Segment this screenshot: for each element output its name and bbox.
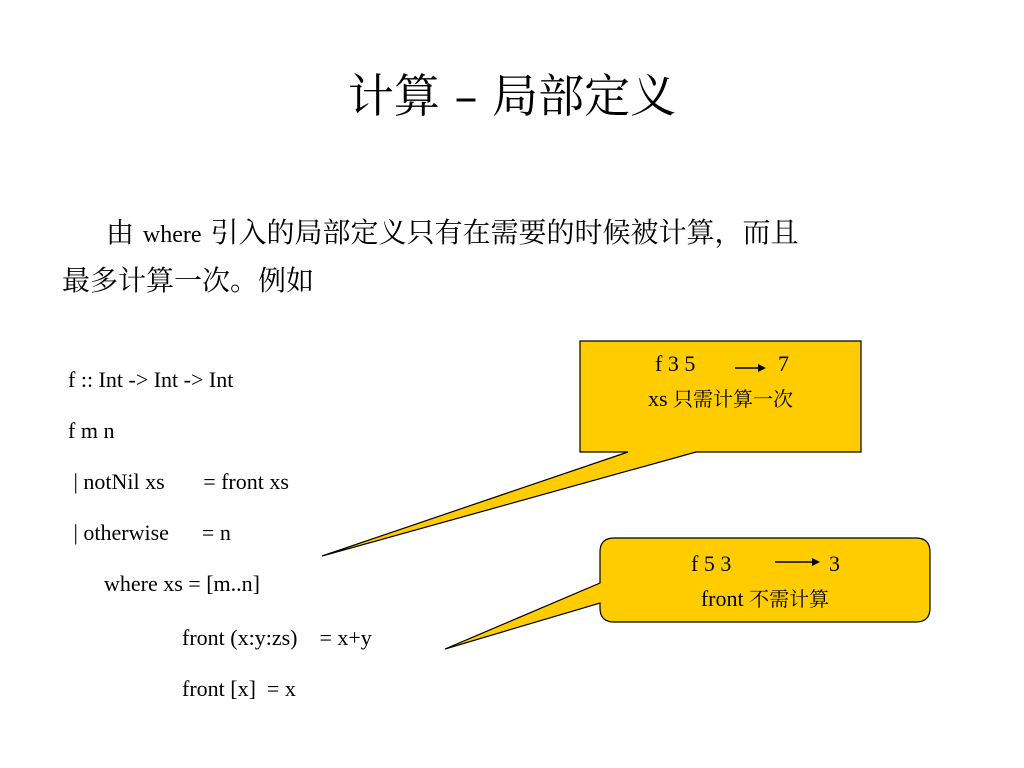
code-line-2: f m n: [68, 418, 115, 443]
callout-1-note-prefix: xs: [647, 386, 668, 411]
slide-title: 计算 – 局部定义: [347, 69, 677, 123]
code-line-6: front (x:y:zs) = x+y: [182, 625, 372, 650]
code-line-5: where xs = [m..n]: [104, 571, 260, 596]
callout-1-expr: f 3 5: [655, 351, 696, 376]
code-line-7: front [x] = x: [182, 676, 296, 701]
callout-2-note-text: 不需计算: [749, 587, 830, 611]
callout-2-note-prefix: front: [700, 586, 744, 611]
callout-1-result: 7: [778, 351, 789, 376]
callout-1-note-text: 只需计算一次: [673, 387, 794, 411]
callout-2-result: 3: [829, 551, 840, 576]
code-line-3: | notNil xs = front xs: [68, 469, 289, 494]
code-line-1: f :: Int -> Int -> Int: [68, 367, 234, 392]
intro-text-3: 最多计算一次。例如: [62, 264, 315, 297]
callout-2-note: [600, 584, 930, 614]
intro-text-1: 由: [106, 216, 135, 249]
callout-1-note: [580, 384, 861, 414]
intro-keyword: where: [142, 222, 202, 248]
code-line-4: | otherwise = n: [68, 520, 231, 545]
intro-text-2: 引入的局部定义只有在需要的时候被计算，而且: [210, 216, 799, 249]
callout-2-expr: f 5 3: [691, 551, 732, 576]
